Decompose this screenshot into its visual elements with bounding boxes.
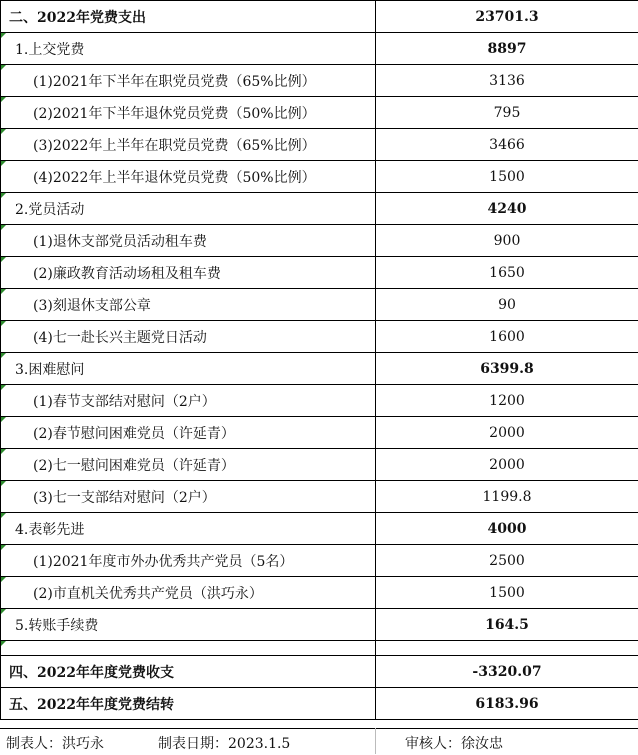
item-cell[interactable]: (3)七一支部结对慰问（2户） bbox=[1, 481, 376, 513]
table-row bbox=[1, 481, 638, 513]
amount-cell[interactable]: 4240 bbox=[376, 193, 638, 225]
table-row bbox=[1, 513, 638, 545]
category-cell[interactable]: 3.困难慰问 bbox=[1, 353, 376, 385]
note-marker-icon bbox=[1, 257, 6, 262]
date-label[interactable]: 制表日期：2023.1.5 bbox=[158, 733, 290, 753]
item-cell[interactable]: (2)七一慰问困难党员（许延青） bbox=[1, 449, 376, 481]
item-cell[interactable]: (3)刻退休支部公章 bbox=[1, 289, 376, 321]
section-title-cell[interactable]: 二、2022年党费支出 bbox=[1, 1, 376, 33]
reviewer-label[interactable]: 审核人：徐汝忠 bbox=[405, 733, 503, 753]
table-row bbox=[1, 1, 638, 33]
category-cell[interactable]: 5.转账手续费 bbox=[1, 609, 376, 641]
table-row bbox=[1, 609, 638, 641]
note-marker-icon bbox=[1, 385, 6, 390]
empty-cell[interactable] bbox=[1, 641, 376, 656]
table-row bbox=[1, 449, 638, 481]
item-cell[interactable]: (1)2021年下半年在职党员党费（65%比例） bbox=[1, 65, 376, 97]
item-cell[interactable]: (3)2022年上半年在职党员党费（65%比例） bbox=[1, 129, 376, 161]
note-marker-icon bbox=[1, 97, 6, 102]
amount-cell[interactable]: 2000 bbox=[376, 417, 638, 449]
table-row bbox=[1, 225, 638, 257]
table-row bbox=[1, 545, 638, 577]
amount-cell[interactable]: 900 bbox=[376, 225, 638, 257]
amount-cell[interactable]: 23701.3 bbox=[376, 1, 638, 33]
note-marker-icon bbox=[1, 193, 6, 198]
amount-cell[interactable]: 6183.96 bbox=[376, 688, 638, 720]
table-row bbox=[1, 193, 638, 225]
note-marker-icon bbox=[1, 33, 6, 38]
item-cell[interactable]: (1)春节支部结对慰问（2户） bbox=[1, 385, 376, 417]
table-row-blank bbox=[1, 641, 638, 656]
amount-cell[interactable]: 1600 bbox=[376, 321, 638, 353]
item-cell[interactable]: (4)七一赴长兴主题党日活动 bbox=[1, 321, 376, 353]
amount-cell[interactable]: 3466 bbox=[376, 129, 638, 161]
note-marker-icon bbox=[1, 577, 6, 582]
note-marker-icon bbox=[1, 513, 6, 518]
note-marker-icon bbox=[1, 129, 6, 134]
note-marker-icon bbox=[1, 641, 6, 646]
item-cell[interactable]: (2)春节慰问困难党员（许延青） bbox=[1, 417, 376, 449]
table-row bbox=[1, 97, 638, 129]
item-cell[interactable]: (2)市直机关优秀共产党员（洪巧永） bbox=[1, 577, 376, 609]
table-row bbox=[1, 577, 638, 609]
amount-cell[interactable]: 8897 bbox=[376, 33, 638, 65]
item-cell[interactable]: (2)廉政教育活动场租及租车费 bbox=[1, 257, 376, 289]
amount-cell[interactable]: 6399.8 bbox=[376, 353, 638, 385]
item-cell[interactable]: (1)2021年度市外办优秀共产党员（5名） bbox=[1, 545, 376, 577]
section-title-cell[interactable]: 五、2022年年度党费结转 bbox=[1, 688, 376, 720]
amount-cell[interactable]: 1650 bbox=[376, 257, 638, 289]
note-marker-icon bbox=[1, 417, 6, 422]
preparer-label[interactable]: 制表人：洪巧永 bbox=[6, 733, 104, 753]
category-cell[interactable]: 2.党员活动 bbox=[1, 193, 376, 225]
item-cell[interactable]: (1)退休支部党员活动租车费 bbox=[1, 225, 376, 257]
note-marker-icon bbox=[1, 289, 6, 294]
amount-cell[interactable]: 3136 bbox=[376, 65, 638, 97]
category-cell[interactable]: 4.表彰先进 bbox=[1, 513, 376, 545]
note-marker-icon bbox=[1, 321, 6, 326]
amount-cell[interactable]: 2000 bbox=[376, 449, 638, 481]
table-row bbox=[1, 688, 638, 720]
amount-cell[interactable]: 1500 bbox=[376, 577, 638, 609]
note-marker-icon bbox=[1, 609, 6, 614]
amount-cell[interactable]: 4000 bbox=[376, 513, 638, 545]
note-marker-icon bbox=[1, 353, 6, 358]
category-cell[interactable]: 1.上交党费 bbox=[1, 33, 376, 65]
table-row bbox=[1, 321, 638, 353]
note-marker-icon bbox=[1, 449, 6, 454]
table-row bbox=[1, 656, 638, 688]
table-row bbox=[1, 353, 638, 385]
amount-cell[interactable]: 2500 bbox=[376, 545, 638, 577]
amount-cell[interactable]: -3320.07 bbox=[376, 656, 638, 688]
table-row bbox=[1, 129, 638, 161]
table-row bbox=[1, 417, 638, 449]
amount-cell[interactable]: 795 bbox=[376, 97, 638, 129]
amount-cell[interactable]: 90 bbox=[376, 289, 638, 321]
note-marker-icon bbox=[1, 545, 6, 550]
table-row bbox=[1, 289, 638, 321]
note-marker-icon bbox=[1, 161, 6, 166]
item-cell[interactable]: (4)2022年上半年退休党员党费（50%比例） bbox=[1, 161, 376, 193]
table-row bbox=[1, 257, 638, 289]
empty-cell[interactable] bbox=[376, 641, 638, 656]
note-marker-icon bbox=[1, 481, 6, 486]
signature-footer bbox=[0, 728, 638, 755]
item-cell[interactable]: (2)2021年下半年退休党员党费（50%比例） bbox=[1, 97, 376, 129]
column-divider bbox=[375, 728, 376, 754]
table-row bbox=[1, 385, 638, 417]
amount-cell[interactable]: 1199.8 bbox=[376, 481, 638, 513]
table-row bbox=[1, 33, 638, 65]
amount-cell[interactable]: 1500 bbox=[376, 161, 638, 193]
table-row bbox=[1, 65, 638, 97]
amount-cell[interactable]: 164.5 bbox=[376, 609, 638, 641]
table-row bbox=[1, 161, 638, 193]
section-title-cell[interactable]: 四、2022年年度党费收支 bbox=[1, 656, 376, 688]
amount-cell[interactable]: 1200 bbox=[376, 385, 638, 417]
note-marker-icon bbox=[1, 225, 6, 230]
note-marker-icon bbox=[1, 65, 6, 70]
